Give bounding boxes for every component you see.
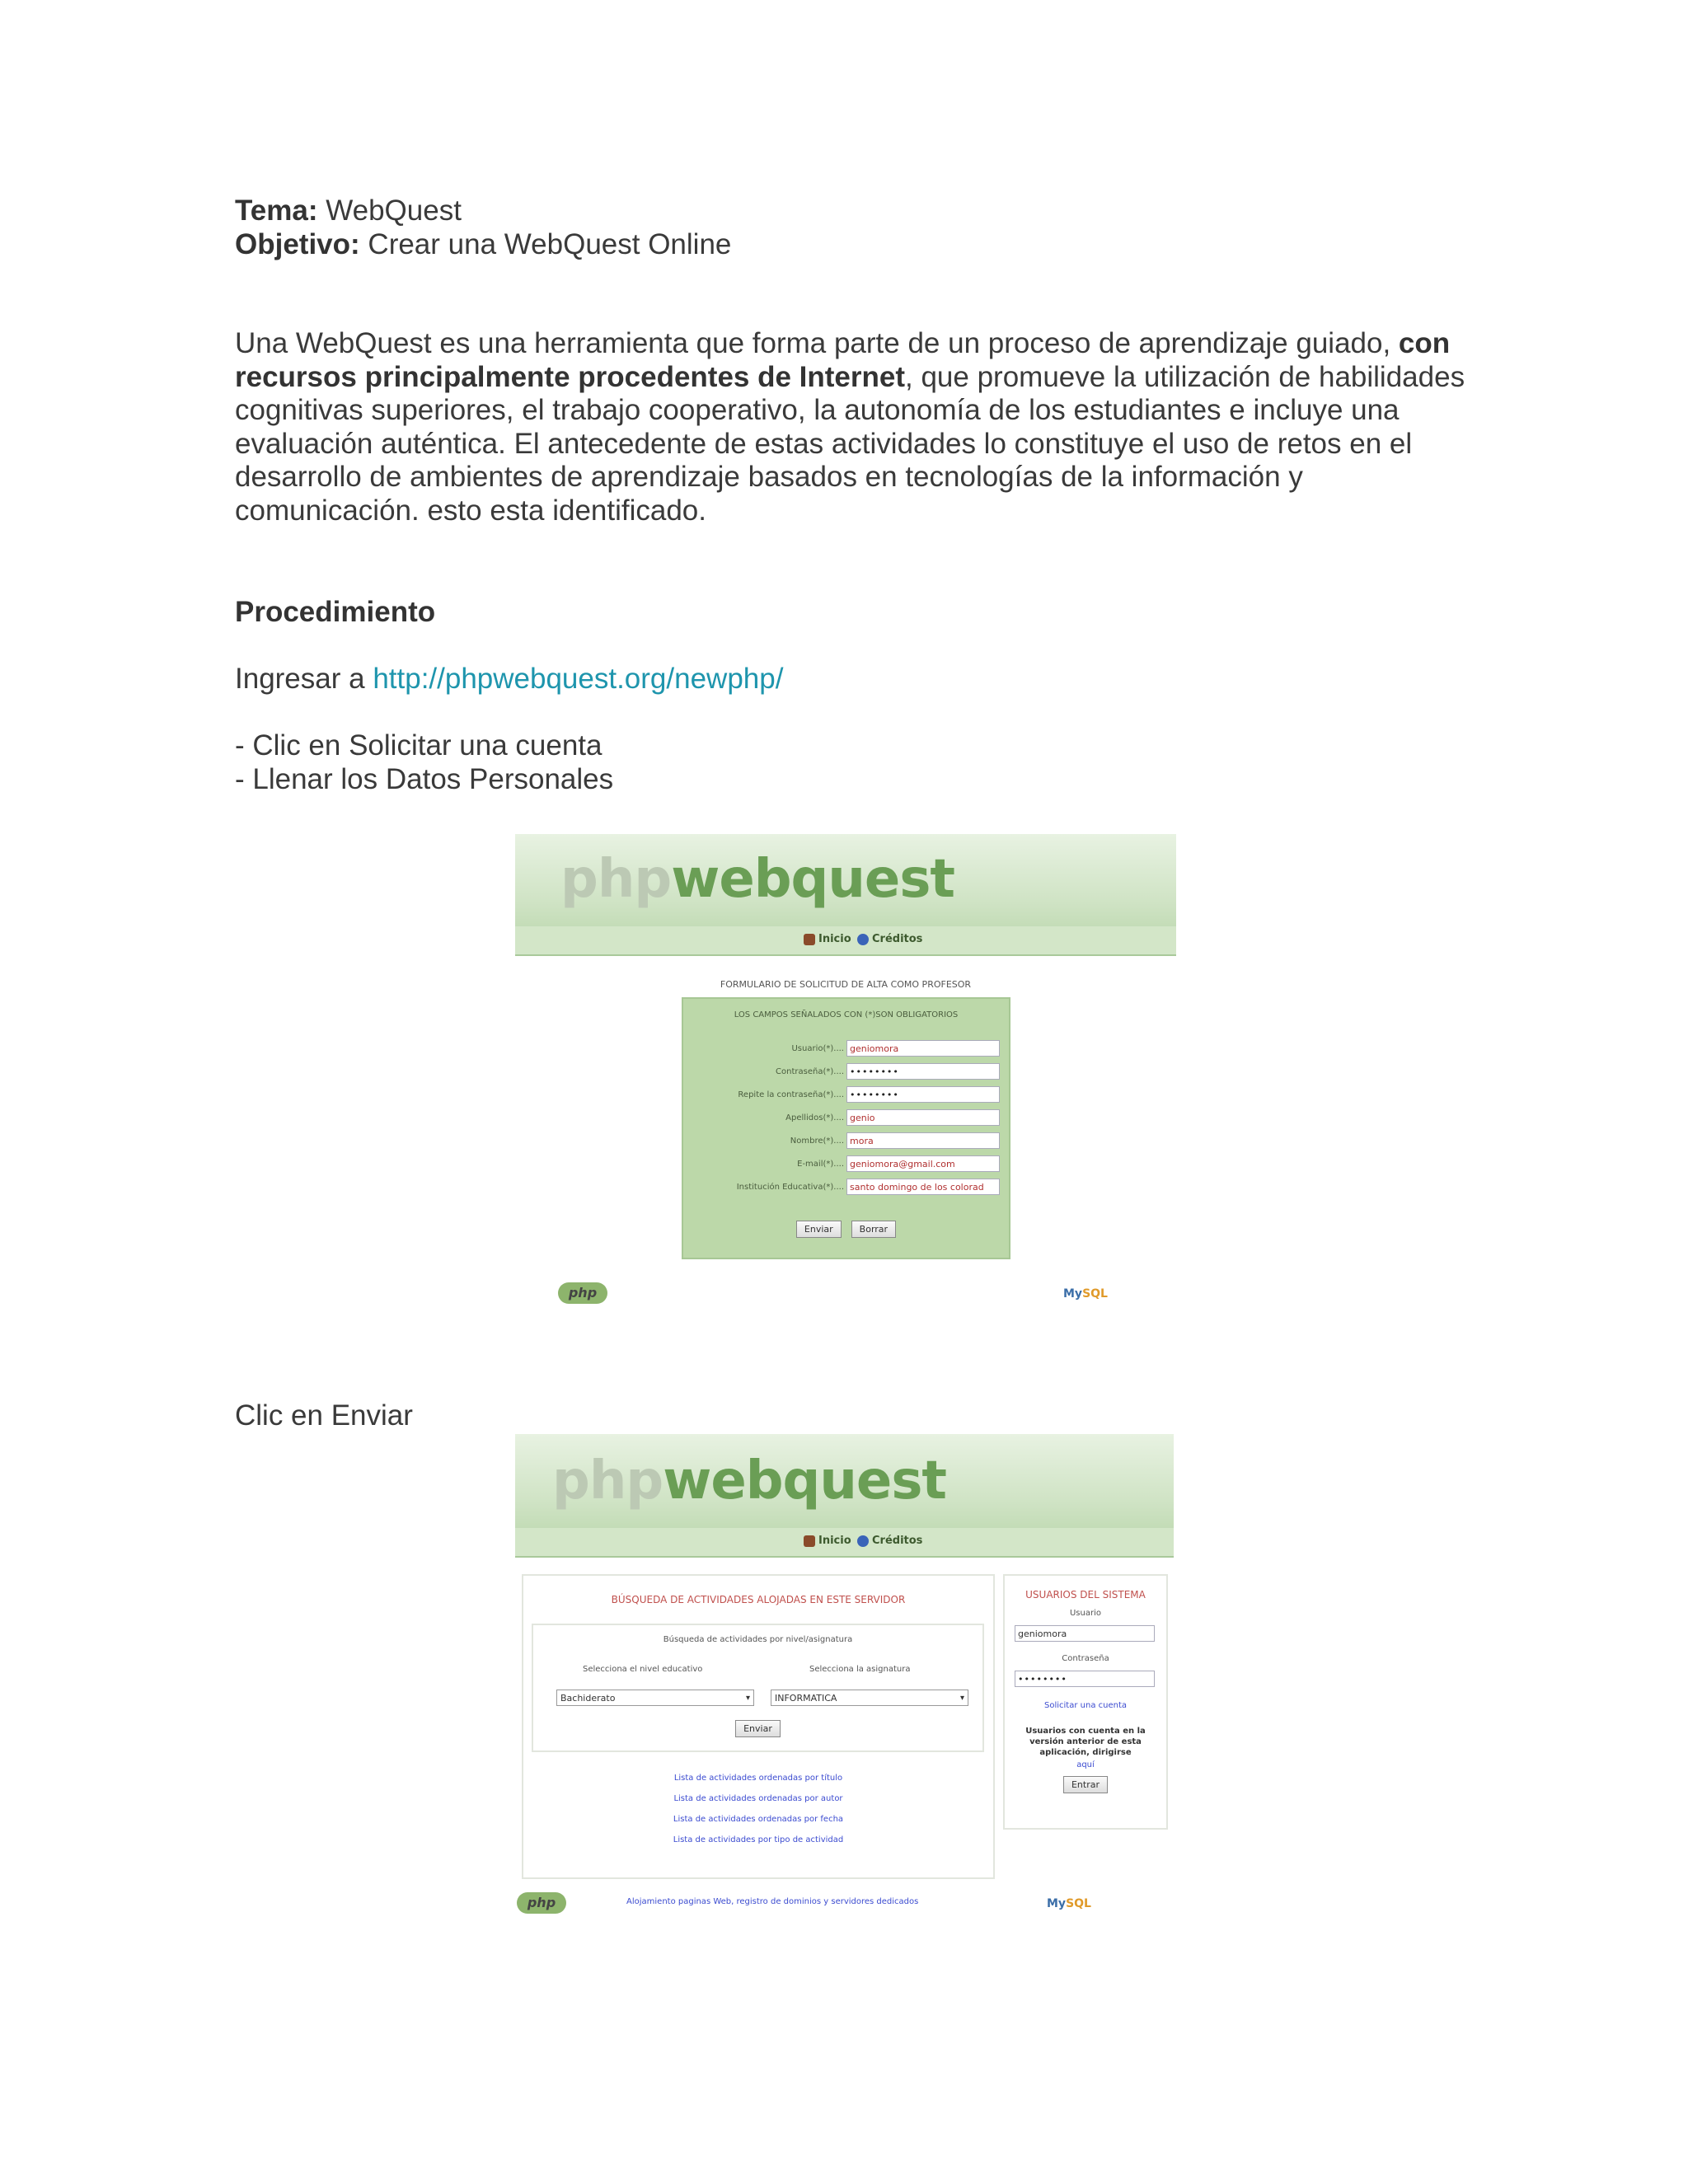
users-panel [1003,1574,1168,1830]
info-icon [857,934,869,945]
required-note: LOS CAMPOS SEÑALADOS CON (*)SON OBLIGATORIOS [734,1010,959,1019]
meta-block [235,194,731,261]
old-users-note: Usuarios con cuenta en la versión anterior de esta aplicación, dirigirse [1025,1727,1146,1757]
registration-form [682,997,1010,1259]
objetivo-label: Objetivo: [235,228,360,260]
nivel-label: Selecciona el nivel educativo [583,1665,703,1674]
search-form [532,1624,984,1752]
users-title: USUARIOS DEL SISTEMA [1025,1589,1146,1601]
field-label: E-mail(*).... [797,1160,844,1169]
info-icon [857,1535,869,1547]
form-title: FORMULARIO DE SOLICITUD DE ALTA COMO PROFESOR [720,979,972,990]
field-apellidos [683,1109,1009,1131]
field-institucion [683,1179,1009,1200]
step-2: - Llenar los Datos Personales [235,763,614,795]
institucion-input[interactable]: santo domingo de los colorad [846,1179,1000,1195]
field-label: Apellidos(*).... [785,1113,844,1122]
procedimiento-heading: Procedimiento [235,596,436,628]
steps-list [235,729,613,796]
nivel-select[interactable]: Bachiderato ▾ [556,1690,754,1706]
login-password-input[interactable]: •••••••• [1015,1671,1155,1687]
asignatura-label: Selecciona la asignatura [809,1665,911,1674]
field-label: Contraseña(*).... [776,1067,844,1076]
enter-button-row [1005,1775,1166,1793]
php-logo: php [558,1282,607,1304]
password-input[interactable]: •••••••• [846,1063,1000,1080]
enviar-button[interactable]: Enviar [796,1221,842,1238]
home-icon [804,934,815,945]
footer-hosting-link[interactable]: Alojamiento paginas Web, registro de dominios y servidores dedicados [626,1897,919,1906]
ingresar-line [235,662,783,696]
objetivo-line [235,227,731,261]
field-usuario [683,1040,1009,1062]
intro-bold: con recursos principalmente procedentes de Internet [235,327,1451,393]
home-icon [804,1535,815,1547]
nav-bar [515,1528,1174,1558]
nav-bar [515,926,1176,956]
field-label: Repite la contraseña(*).... [738,1090,844,1099]
password-confirm-input[interactable]: •••••••• [846,1086,1000,1103]
nav-inicio[interactable]: Inicio [804,933,851,945]
usuario-input[interactable]: geniomora [846,1040,1000,1057]
pass-label: Contraseña [1062,1654,1109,1663]
search-button-row [533,1719,982,1737]
mysql-logo: MySQL [1063,1287,1108,1301]
login-user-input[interactable]: geniomora [1015,1625,1155,1642]
phpwebquest-logo: phpwebquest [552,1451,946,1511]
mysql-logo: MySQL [1047,1897,1091,1910]
phpwebquest-logo: phpwebquest [560,849,954,910]
intro-paragraph [235,327,1471,527]
email-input[interactable]: geniomora@gmail.com [846,1155,1000,1172]
list-by-date-link[interactable]: Lista de actividades ordenadas por fecha [673,1815,844,1824]
enviar-search-button[interactable]: Enviar [735,1720,781,1737]
asignatura-select[interactable]: INFORMATICA ▾ [771,1690,968,1706]
objetivo-value: Crear una WebQuest Online [359,228,732,260]
nav-creditos[interactable]: Créditos [857,1535,922,1547]
field-email [683,1155,1009,1177]
field-label: Institución Educativa(*).... [736,1183,844,1192]
field-nombre [683,1132,1009,1154]
screenshot-registration-form [515,834,1176,1318]
nav-inicio[interactable]: Inicio [804,1535,851,1547]
field-label: Nombre(*).... [790,1137,844,1146]
tema-value: WebQuest [317,194,462,227]
intro-text-1: Una WebQuest es una herramienta que forma parte de un proceso de aprendizaje guiado, [235,327,1399,359]
field-repite-contrasena [683,1086,1009,1108]
borrar-button[interactable]: Borrar [851,1221,896,1238]
list-by-title-link[interactable]: Lista de actividades ordenadas por título [673,1774,843,1783]
search-subtitle: Búsqueda de actividades por nivel/asignatura [663,1635,853,1644]
apellidos-input[interactable]: genio [846,1109,1000,1126]
tema-line [235,194,731,227]
step-1: - Clic en Solicitar una cuenta [235,729,603,762]
field-label: Usuario(*).... [791,1044,844,1053]
nav-creditos[interactable]: Créditos [857,933,922,945]
clic-enviar-text: Clic en Enviar [235,1399,413,1432]
list-by-type-link[interactable]: Lista de actividades por tipo de actividad [673,1835,844,1844]
nombre-input[interactable]: mora [846,1132,1000,1149]
tema-label: Tema: [235,194,318,227]
phpwebquest-link[interactable]: http://phpwebquest.org/newphp/ [373,663,784,695]
ingresar-text: Ingresar a [235,663,373,695]
intro-text-2: , que promueve la utilización de habilidades cognitivas superiores, el trabajo cooperativo, la autonomía de los estudiantes e incluye una evaluación auténtica. El antecedente de estas actividades lo constituye el uso de retos en el desarrollo de ambientes de aprendizaje basados en tecnologías de la información y comunicación. esto esta identificado. [235,360,1465,527]
php-logo: php [517,1892,566,1914]
list-by-author-link[interactable]: Lista de actividades ordenadas por autor [673,1794,843,1803]
aqui-link[interactable]: aquí [1076,1760,1095,1769]
search-panel [522,1574,995,1879]
form-buttons [683,1220,1009,1238]
solicitar-cuenta-link[interactable]: Solicitar una cuenta [1044,1701,1127,1710]
user-label: Usuario [1069,1609,1101,1618]
search-title: BÚSQUEDA DE ACTIVIDADES ALOJADAS EN ESTE SERVIDOR [611,1594,906,1605]
entrar-button[interactable]: Entrar [1063,1776,1108,1793]
screenshot-search-page [515,1434,1174,1922]
field-contrasena [683,1063,1009,1085]
